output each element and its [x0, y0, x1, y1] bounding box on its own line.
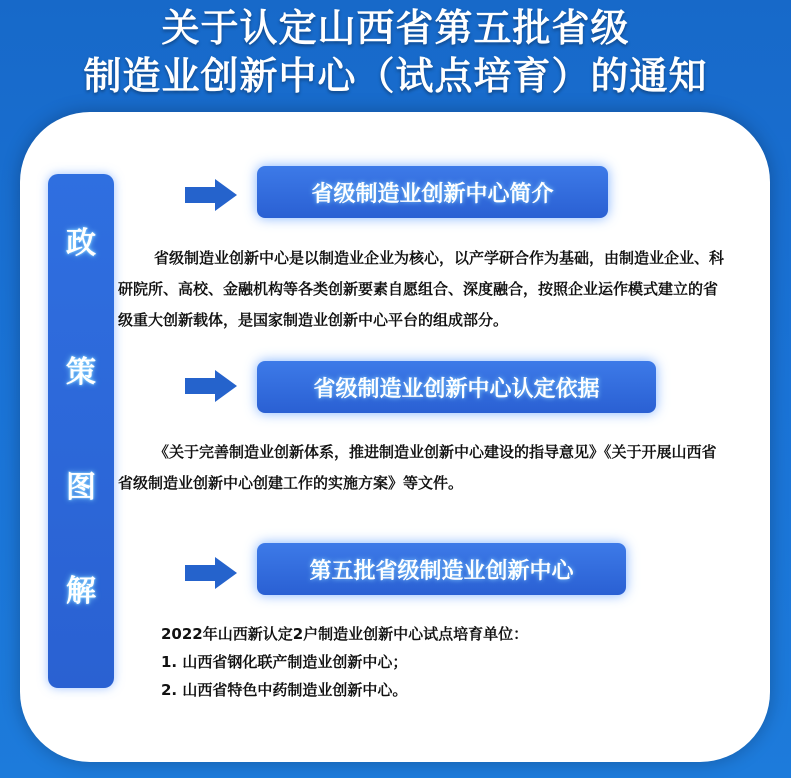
sidebar-char-2: 策 [66, 355, 96, 390]
section-body-basis: 《关于完善制造业创新体系，推进制造业创新中心建设的指导意见》《关于开展山西省省级制造业创新中心创建工作的实施方案》等文件。 [118, 443, 717, 492]
arrow-right-icon [183, 369, 239, 403]
sidebar-char-1: 政 [66, 226, 96, 261]
sidebar-char-4: 解 [66, 574, 96, 609]
section-heading-fifth-batch: 第五批省级制造业创新中心 [257, 543, 626, 595]
section-heading-intro: 省级制造业创新中心简介 [257, 166, 608, 218]
arrow-right-icon [183, 556, 239, 590]
sidebar-char-3: 图 [66, 470, 96, 505]
section-heading-basis: 省级制造业创新中心认定依据 [257, 361, 656, 413]
page-title-line-2: 制造业创新中心（试点培育）的通知 [83, 54, 708, 98]
list-item: 1. 山西省钢化联产制造业创新中心； [161, 653, 408, 671]
page-title-line-1: 关于认定山西省第五批省级 [161, 6, 630, 50]
arrow-right-icon [183, 178, 239, 212]
section-body-intro: 省级制造业创新中心是以制造业企业为核心，以产学研合作为基础，由制造业企业、科研院所、高校、金融机构等各类创新要素自愿组合、深度融合，按照企业运作模式建立的省级重大创新载体，是国家制造业创新中心平台的组成部分。 [118, 249, 725, 329]
policy-sidebar [48, 174, 114, 688]
fifth-batch-intro: 2022年山西新认定2户制造业创新中心试点培育单位： [161, 625, 529, 643]
list-item: 2. 山西省特色中药制造业创新中心。 [161, 681, 408, 699]
